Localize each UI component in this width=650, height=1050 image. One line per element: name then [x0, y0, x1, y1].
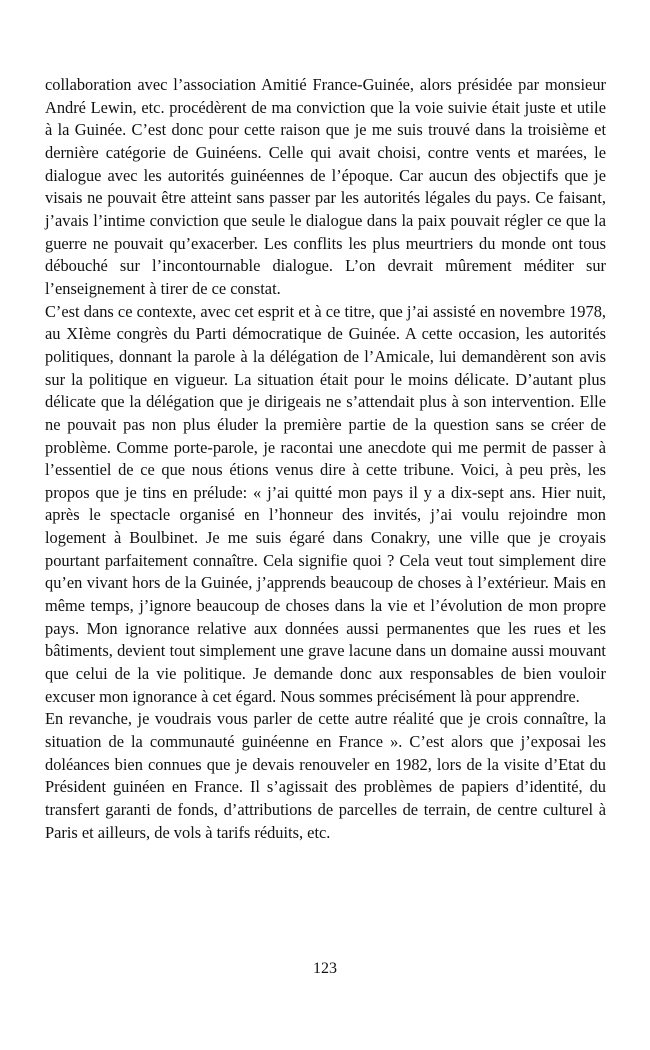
page-number: 123: [313, 960, 337, 977]
paragraph: collaboration avec l’association Amitié France-Guinée, alors présidée par monsieur André Lewin, etc. procédèrent de ma conviction que la voie suivie était juste et utile à la Guinée. C’est donc pour cette raison que je me suis trouvé dans la troisième et dernière catégorie de Guinéens. Celle qui avait choisi, contre vents et marées, le dialogue avec les autorités guinéennes de l’époque. Car aucun des objectifs que je visais ne pouvait être atteint sans passer par les autorités légales du pays. Ce faisant, j’avais l’intime conviction que seule le dialogue dans la paix pouvait régler ce que la guerre ne pouvait qu’exacerber. Les conflits les plus meurtriers du monde ont tous débouché sur l’incontournable dialogue. L’on devrait mûrement méditer sur l’enseignement à tirer de ce constat.: [45, 75, 606, 298]
paragraph: C’est dans ce contexte, avec cet esprit et à ce titre, que j’ai assisté en novembre 1978, au XIème congrès du Parti démocratique de Guinée. A cette occasion, les autorités politiques, donnant la parole à la délégation de l’Amicale, lui demandèrent son avis sur la politique en vigueur. La situation était pour le moins délicate. D’autant plus délicate que la délégation que je dirigeais ne s’attendait plus à son intervention. Elle ne pouvait pas non plus éluder la première partie de la question sans se créer de problème. Comme porte-parole, je racontai une anecdote qui me permit de passer à l’essentiel de ce que nous étions venus dire à cette tribune. Voici, à peu près, les propos que je tins en prélude: « j’ai quitté mon pays il y a dix-sept ans. Hier nuit, après le spectacle organisé en l’honneur des invités, j’ai voulu rejoindre mon logement à Boulbinet. Je me suis égaré dans Conakry, une ville que je croyais pourtant parfaitement connaître. Cela signifie quoi ? Cela veut tout simplement dire qu’en vivant hors de la Guinée, j’apprends beaucoup de choses à l’extérieur. Mais en même temps, j’ignore beaucoup de choses dans la vie et l’évolution de mon propre pays. Mon ignorance relative aux données aussi permanentes que les rues et les bâtiments, devient tout simplement une grave lacune dans un domaine aussi mouvant que celui de la vie politique. Je demande donc aux responsables de bien vouloir excuser mon ignorance à cet égard. Nous sommes précisément là pour apprendre.: [45, 301, 606, 706]
paragraph: En revanche, je voudrais vous parler de cette autre réalité que je crois connaître, la situation de la communauté guinéenne en France ». C’est alors que j’exposai les doléances bien connues que je devais renouveler en 1982, lors de la visite d’Etat du Président guinéen en France. Il s’agissait des problèmes de papiers d’identité, du transfert garanti de fonds, d’attributions de parcelles de terrain, de centre culturel à Paris et ailleurs, de vols à tarifs réduits, etc.: [45, 709, 606, 842]
body-text: [45, 74, 606, 844]
